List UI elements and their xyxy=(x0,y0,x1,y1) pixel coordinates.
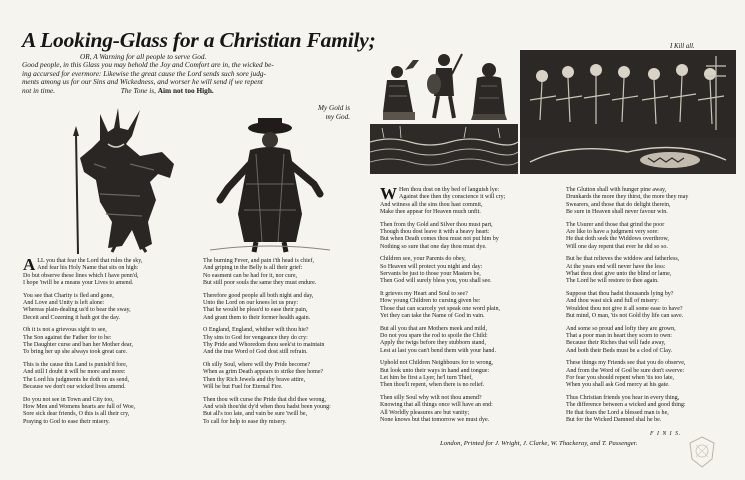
verse-line: Will one day repent that ever he did so so. xyxy=(566,243,668,250)
stanza xyxy=(380,184,555,217)
ballad-column-4 xyxy=(566,187,736,429)
page-title: A Looking-Glass for a Christian Family; xyxy=(22,28,376,52)
verse-line: And grant them to their former health again. xyxy=(203,314,311,321)
verse-line: But when Death comes thou must not put him by xyxy=(380,236,499,243)
finis-mark: F I N I S. xyxy=(650,431,682,437)
verse-line: But look unto their ways in hand and tongue: xyxy=(380,367,490,374)
verse-line: I hope 'twill be a means your Lives to amend. xyxy=(23,280,134,287)
verse-line: But all's too late, and vain be sure 'twill be, xyxy=(203,411,308,418)
devil-woodcut xyxy=(70,104,180,254)
stanza xyxy=(203,397,373,427)
gentleman-woodcut xyxy=(210,114,330,254)
stanza xyxy=(566,395,736,425)
verse-line: The burning Fever, and pain i'th head is chief, xyxy=(203,258,315,264)
verse-line: Therefore good people all both night and day, xyxy=(203,292,314,299)
verse-line: And wish thou'dst dy'd when thou hadst been young: xyxy=(203,403,331,410)
verse-line: And witness all the sins thou hast commit, xyxy=(380,201,483,208)
verse-line: Make thee appear for Heaven much unfit. xyxy=(380,209,481,216)
subtitle-line: Good people, in this Glass you may behold the Joy and Comfort are in, the wicked be- xyxy=(22,60,274,70)
subtitle-line: ments among us for our Sins and Wickedness, and worser he will send if we repent xyxy=(22,77,263,87)
stanza xyxy=(566,256,736,286)
verse-line: And the true Word of God dost still refrain. xyxy=(203,349,308,356)
verse-line: Apply the twigs before they stubborn stand, xyxy=(380,340,486,347)
verse-line: That a poor man in heart they scorn to own: xyxy=(566,332,672,339)
stanza xyxy=(23,255,193,288)
verse-line: None knows but that tomorrow we must dye. xyxy=(380,416,490,423)
verse-line: And some so proud and lofty they are grown, xyxy=(566,325,676,332)
verse-line: And fear his Holy Name that sits on high: xyxy=(37,265,139,272)
library-stamp-icon xyxy=(688,435,716,469)
verse-line: These things my Friends see that you do observe, xyxy=(566,360,686,367)
verse-line: Against thee then thy conscience it will cry; xyxy=(399,194,506,201)
verse-line: Oh silly Soul, where will thy Pride become? xyxy=(203,361,311,368)
stanza xyxy=(23,293,193,323)
verse-line: Unto the Lord on our knees let us pray: xyxy=(203,300,299,307)
stanza xyxy=(203,258,373,288)
verse-line: What thou dost give unto the blind or lame, xyxy=(566,271,672,278)
death-label: I Kill all. xyxy=(670,43,695,50)
mourning-figure-woodcut xyxy=(467,56,509,122)
verse-line: So Heaven will protect you night and day: xyxy=(380,263,483,270)
stanza xyxy=(566,360,736,390)
verse-line: O England, England, whither wilt thou hie? xyxy=(203,327,309,334)
verse-line: The Lord his judgments he doth on us send, xyxy=(23,376,129,383)
printer-imprint: London, Printed for J. Wright, J. Clarke, W. Thackeray, and T. Passenger. xyxy=(440,440,638,447)
stanza xyxy=(23,327,193,357)
verse-line: How young Children to cursing given be: xyxy=(380,298,481,305)
stanza xyxy=(203,293,373,323)
verse-line: Then God will surely bless you, you shall see. xyxy=(380,278,492,285)
drop-cap: A xyxy=(23,255,36,274)
verse-line: Do not you spare the rod to spoile the Child: xyxy=(380,332,488,339)
motto-line: my God. xyxy=(325,112,350,121)
verse-line: Servants be just to those your Masters be, xyxy=(380,271,481,278)
verse-line: Those that can scarcely yet speak one word plain, xyxy=(380,305,501,312)
verse-line: The Daughter curse and ban her Mother dear, xyxy=(23,342,133,349)
verse-line: That he would be pleas'd to ease their pain, xyxy=(203,307,308,314)
verse-line: Lest at last you can't bend them with your hand. xyxy=(380,347,496,354)
verse-line: But mind, O man, 'tis not Gold thy life can save. xyxy=(566,313,684,320)
verse-line: Be sure in Heaven shall never favour win. xyxy=(566,209,668,216)
verse-line: Thy sins to God for vengeance they do cry: xyxy=(203,334,308,341)
verse-line: Children see, your Parents do obey, xyxy=(380,256,466,263)
stanza xyxy=(380,326,555,356)
river-woodcut xyxy=(370,124,518,174)
verse-line: Drunkards the more they thirst, the more they may xyxy=(566,194,689,201)
verse-line: The Usurer and those that grind the poor xyxy=(566,221,665,228)
ballad-column-2 xyxy=(203,258,373,431)
verse-line: Do but observe these lines which I have penn'd, xyxy=(23,272,139,279)
verse-line: The difference between a wicked and good thing: xyxy=(566,402,686,409)
soldier-woodcut xyxy=(424,48,464,122)
verse-line: Uphold not Children Neighbours for to wrong, xyxy=(380,360,494,367)
verse-line: How Men and Womens hearts are full of Woe, xyxy=(23,403,136,410)
stanza xyxy=(566,187,736,217)
verse-line: Suppose that thou hadst thousands lying by? xyxy=(566,290,674,297)
verse-line: Because we don't our wicked lives amend. xyxy=(23,384,126,391)
verse-line: The Son against the Father for to be: xyxy=(23,334,112,341)
verse-line: But all you that are Mothers meek and mild, xyxy=(380,325,487,332)
verse-line: Whereas plain-dealing us'd to bear the sway, xyxy=(23,307,131,314)
verse-line: Swearers, and those that do delight therein, xyxy=(566,201,671,208)
verse-line: And still I doubt it will be more and more: xyxy=(23,369,126,376)
verse-line: And from the Word of God be sure don't swerve: xyxy=(566,367,685,374)
verse-line: No easment can be had for it, nor cure, xyxy=(203,272,298,279)
verse-line: Wouldest thou not give it all some ease to have? xyxy=(566,305,683,312)
ballad-column-3 xyxy=(380,184,555,429)
verse-line: This is the cause this Land is punish'd fore, xyxy=(23,361,128,368)
verse-line: And griping in the Belly is all their grief: xyxy=(203,265,303,272)
verse-line: Knowing that all things once will have an end: xyxy=(380,402,493,409)
verse-line: Thus Christian friends you hear in every thing, xyxy=(566,394,680,401)
seated-lady-woodcut xyxy=(379,50,421,122)
verse-line: Yet they can take the Name of God in vain. xyxy=(380,313,485,320)
verse-line: The Glutton shall with hunger pine away, xyxy=(566,187,667,193)
verse-line: Thy Pride and Whoredom thou seek'st to maintain xyxy=(203,342,325,349)
stanza xyxy=(566,326,736,356)
stanza xyxy=(380,395,555,425)
stanza xyxy=(23,397,193,427)
verse-line: The Lord he will restore to thee again. xyxy=(566,278,659,285)
verse-line: It grieves my Heart and Soul to see? xyxy=(380,290,468,297)
stanza xyxy=(23,362,193,392)
subtitle-tune-prefix: not in time. The Tone is, xyxy=(22,85,158,95)
stanza xyxy=(380,291,555,321)
stanza xyxy=(203,362,373,392)
verse-line: Though thou dost leave it with a heavy heart: xyxy=(380,229,490,236)
stanza xyxy=(203,327,373,357)
verse-line: He that fears the Lord a blessed man is he, xyxy=(566,409,669,416)
verse-line: Oh it is not a grievous sight to see, xyxy=(23,327,107,334)
verse-line: Then thou'lt repent, when there is no relief. xyxy=(380,382,485,389)
verse-line: LL you that fear the Lord that rules the sky, xyxy=(37,258,143,264)
verse-line: For fear you should repent when 'tis too late, xyxy=(566,374,675,381)
subtitle-line: ing accursed for evermore: Likewise the great cause the Lord sends such sore judg- xyxy=(22,68,266,78)
verse-line: You see that Charity is fled and gone, xyxy=(23,292,114,299)
hell-mouth-woodcut xyxy=(520,138,736,174)
verse-line: All Worldly pleasures are but vanity; xyxy=(380,409,470,416)
verse-line: Then thou wilt curse the Pride that did thee wrong, xyxy=(203,396,326,403)
verse-line: To call for help to ease thy misery. xyxy=(203,418,287,425)
subtitle-block xyxy=(22,53,372,95)
verse-line: Then silly Soul why wilt not thou amend? xyxy=(380,394,482,401)
verse-line: Hen thou dost on thy bed of languish lye: xyxy=(399,187,500,193)
verse-line: But still poor souls the same they must endure. xyxy=(203,280,317,287)
verse-line: Let him be first a Lyer, he'l turn Thief, xyxy=(380,374,473,381)
stanza xyxy=(380,222,555,252)
verse-line: Will be but Fuel for Eternal Fire. xyxy=(203,384,283,391)
subtitle-lead: OR, A Warning for all people to serve God. xyxy=(80,52,207,61)
verse-line: To bring her up she always took great care. xyxy=(23,349,128,356)
stanza xyxy=(566,222,736,252)
ballad-column-1 xyxy=(23,255,193,431)
verse-line: Nothing so sure that one day thou must dye. xyxy=(380,243,487,250)
stanza xyxy=(566,291,736,321)
tune-name: Aim not too High. xyxy=(157,85,214,95)
verse-line: And both their Beds must be a clod of Clay. xyxy=(566,347,673,354)
stanza xyxy=(380,256,555,286)
verse-line: Because their Riches that will fade away, xyxy=(566,340,666,347)
drop-cap: W xyxy=(380,184,397,203)
verse-line: But he that relieves the widdow and fatherless, xyxy=(566,256,680,263)
verse-line: Are like to have a judgment very sore: xyxy=(566,229,659,236)
verse-line: Praying to God to ease their misery. xyxy=(23,418,110,425)
verse-line: At the years end will never have the less: xyxy=(566,263,666,270)
verse-line: Then thy Rich Jewels and thy brave attire, xyxy=(203,376,306,383)
death-scene-woodcut xyxy=(520,50,736,138)
verse-line: And Love and Unity is left alone: xyxy=(23,300,105,307)
verse-line: Do you not see in Town and City too, xyxy=(23,396,114,403)
verse-line: Deceit and Cozening it hath got the day. xyxy=(23,314,121,321)
verse-line: And thou wast sick and full of misery: xyxy=(566,298,659,305)
verse-line: When you shall ask God mercy at his gate. xyxy=(566,382,670,389)
motto-line: My Gold is xyxy=(318,104,350,112)
verse-line: He that doth seek the Widdows overthrow, xyxy=(566,236,669,243)
verse-line: When as grim Death appears to strike thee home? xyxy=(203,369,324,376)
verse-line: But for the Wicked Damned shal he be. xyxy=(566,416,662,423)
verse-line: Sore sick dear friends, O this is all their cry, xyxy=(23,411,130,418)
verse-line: Then from thy Gold and Silver thou must part, xyxy=(380,221,493,228)
stanza xyxy=(380,360,555,390)
